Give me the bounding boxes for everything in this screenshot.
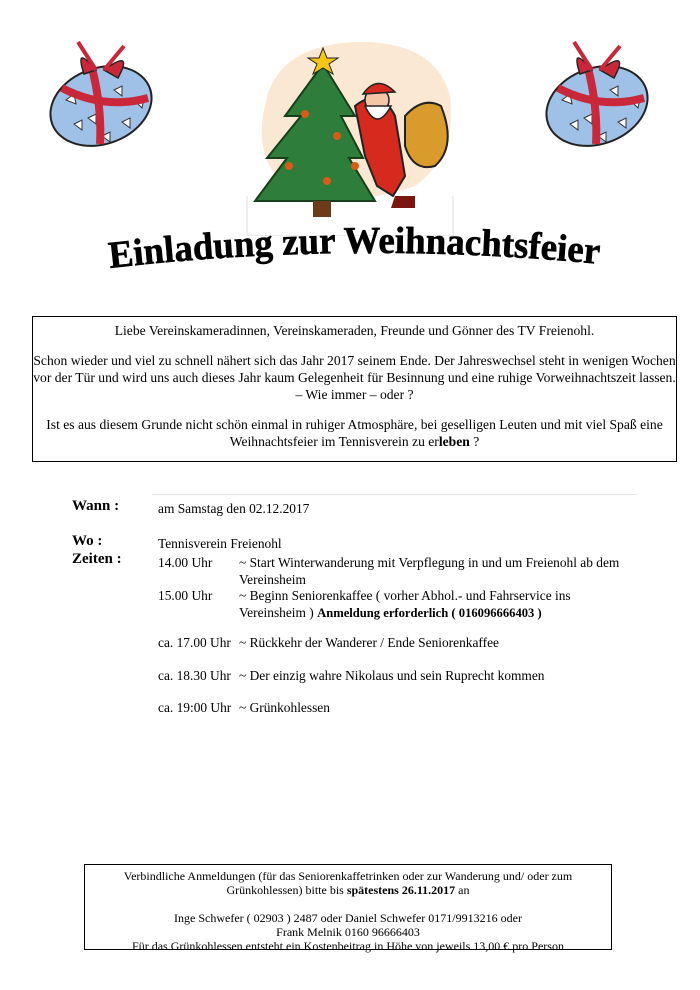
schedule-desc-5: ~ Grünkohlessen: [239, 700, 330, 715]
schedule-time-4: ca. 18.30 Uhr: [158, 668, 231, 683]
wann-value: am Samstag den 02.12.2017: [158, 501, 310, 516]
zeiten-label: Zeiten :: [72, 551, 122, 567]
contacts-line-2: Frank Melnik 0160 96666403: [276, 925, 420, 939]
schedule-desc-1: ~ Start Winterwanderung mit Verpflegung in und um Freienohl ab dem Vereinsheim: [239, 555, 620, 587]
schedule-time-2: 15.00 Uhr: [158, 588, 213, 603]
wo-label: Wo :: [72, 533, 103, 549]
intro-paragraph-2: Ist es aus diesem Grunde nicht schön einmal in ruhiger Atmosphäre, bei geselligen Leuten und mit viel Spaß eine Weihnachtsfeier im Tennisverein zu erleben ?: [46, 417, 663, 449]
schedule-time-1: 14.00 Uhr: [158, 555, 213, 570]
schedule-time-5: ca. 19:00 Uhr: [158, 700, 232, 715]
svg-text:Einladung zur Weihnachtsfeier: [106, 220, 602, 277]
ornament-left-illustration: [44, 40, 158, 150]
schedule-desc-4: ~ Der einzig wahre Nikolaus und sein Ruprecht kommen: [239, 668, 545, 683]
schedule-desc-2: ~ Beginn Seniorenkaffee ( vorher Abhol.- und Fahrservice ins Vereinsheim ) Anmeldung erforderlich ( 016096666403 ): [239, 588, 571, 620]
intro-paragraph-1: Schon wieder und viel zu schnell nähert sich das Jahr 2017 seinem Ende. Der Jahreswechsel steht in wenigen Wochen vor der Tür und wird uns auch dieses Jahr kaum Gelegenheit für Besinnung und eine ruhige Vorweihnachtszeit lassen. – Wie immer – oder ?: [33, 353, 676, 402]
registration-note: Anmeldung erforderlich ( 016096666403 ): [317, 606, 542, 620]
wann-label: Wann :: [72, 498, 120, 514]
registration-box: [84, 864, 612, 953]
christmas-tree-santa-illustration: [245, 36, 460, 236]
contacts-line-1: Inge Schwefer ( 02903 ) 2487 oder Daniel Schwefer 0171/9913216 oder: [174, 911, 522, 925]
divider: [152, 494, 637, 495]
cost-note: Für das Grünkohlessen entsteht ein Kostenbeitrag in Höhe von jeweils 13,00 € pro Person: [132, 939, 564, 953]
schedule-time-3: ca. 17.00 Uhr: [158, 635, 231, 650]
intro-box: [32, 316, 677, 462]
page-title: Einladung zur Weihnachtsfeier: [106, 219, 603, 277]
title-wordart: [0, 216, 700, 306]
ornament-right-illustration: [540, 40, 654, 150]
registration-text: Verbindliche Anmeldungen (für das Seniorenkaffetrinken oder zur Wanderung und/ oder zum Grünkohlessen) bitte bis spätestens 26.11.2017 an: [123, 869, 573, 897]
wo-value: Tennisverein Freienohl: [158, 536, 282, 551]
schedule-desc-3: ~ Rückkehr der Wanderer / Ende Seniorenkaffee: [239, 635, 499, 650]
intro-greeting: Liebe Vereinskameradinnen, Vereinskameraden, Freunde und Gönner des TV Freienohl.: [114, 323, 595, 338]
